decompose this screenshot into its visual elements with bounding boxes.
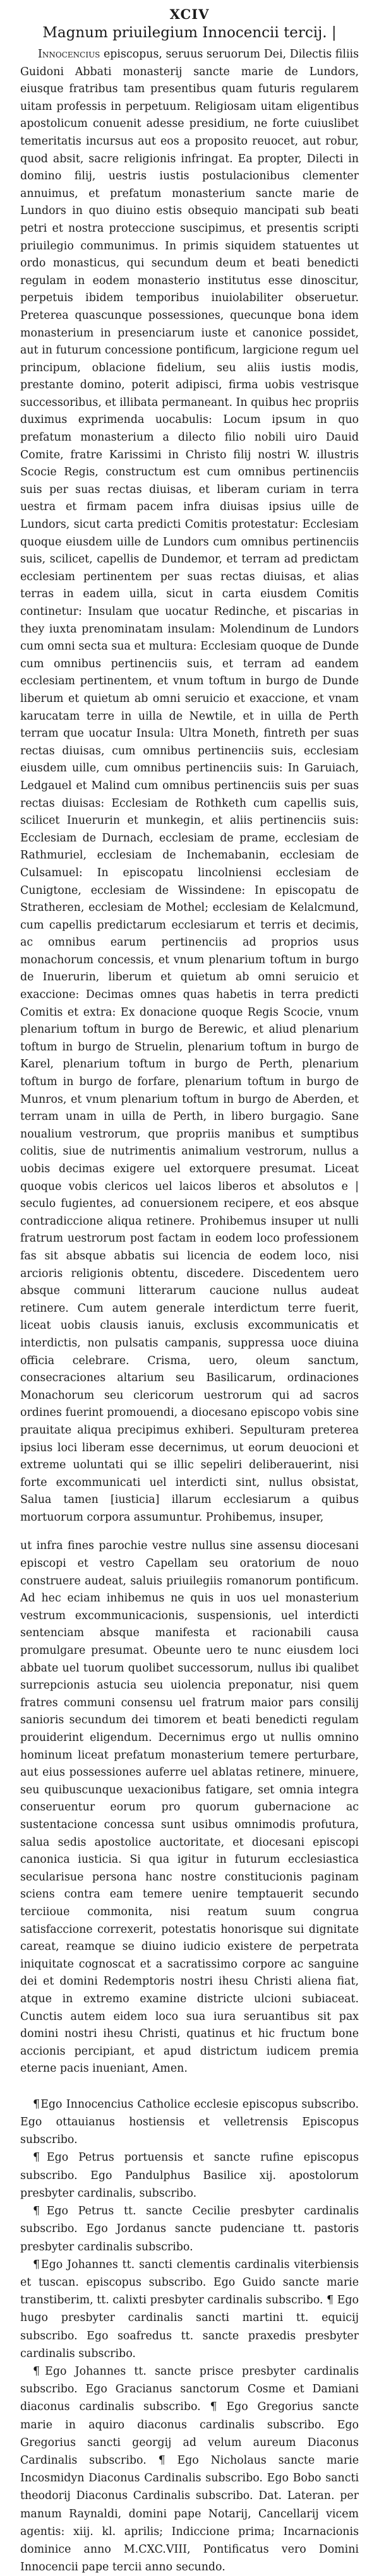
body-paragraph-2: ut infra fines parochie vestre nullus sine assensu diocesani episcopi et vestro Capellam seu oratorium de nouo construere audeat, saluis priuilegiis romanorum pontificum. Ad hec eciam inhibemus ne quis in uos uel monasterium vestrum excommunicacionis, suspensionis, uel interdicti sentenciam absque manifesta et racionabili causa promulgare presumat. Obeunte uero te nunc eiusdem loci abbate uel tuorum quolibet successorum, nullus ibi qualibet surrepcionis astucia seu uiolencia preponatur, nisi quem fratres communi consensu uel fratrum maior pars consilij sanioris secundum dei timorem et beati benedicti regulam prouiderint eligendum. Decernimus ergo ut nullis omnino hominum liceat prefatum monasterium temere perturbare, aut eius possessiones auferre uel ablatas retinere, minuere, seu quibuscunque uexacionibus fatigare, set omnia integra conseruentur eorum pro quorum gubernacione ac sustentacione concessa sunt usibus omnimodis profutura, salua sedis apostolice auctoritate, et diocesani episcopi canonica iusticia. Si qua igitur in futurum ecclesiastica secularisue persona hanc nostre constitucionis paginam sciens contra eam temere uenire temptauerit secundo terciioue commonita, nisi reatum suum congrua satisfaccione correxerit, potestatis honorisque sui dignitate careat, reamque se diuino iudicio existere de perpetrata iniquitate cognoscat et a sacratissimo corpore ac sanguine dei et domini Redemptoris nostri ihesu Christi aliena fiat, atque in extremo examine districte ulcioni subiaceat. Cunctis autem eidem loco sua iura seruantibus sit pax domini nostri ihesu Christi, quatinus et hic fructum bone accionis percipiant, et apud districtum iudicem premia eterne pacis inueniant, Amen. [20, 1540, 359, 2075]
subscription-text: Ego Johannes tt. sancte prisce presbyter cardinalis subscribo. Ego Gracianus sanctorum Cosme et Damiani diaconus cardinalis subscribo. ¶ Ego Gregorius sancte marie in aquiro diaconus cardinalis subscribo. Ego Gregorius sancti georgij ad velum aureum Diaconus Cardinalis subscribo. ¶ Ego Nicholaus sancte marie Incosmidyn Diaconus Cardinalis subscribo. Ego Bobo sancti theodorij Diaconus Cardinalis subscribo. Dat. Lateran. per manum Raynaldi, domini pape Notarij, Cancellarij vicem agentis: xiij. kl. aprilis; Indiccione prima; Incarnacionis dominice anno M.CXC.VIII, Pontificatus vero Domini Innocencii pape tercii anno secundo. [20, 2365, 359, 2574]
opening-word: Innocencius [38, 48, 100, 61]
subscription-entry [20, 2149, 359, 2202]
subscription-text: Ego Johannes tt. sancti clementis cardinalis viterbiensis et tuscan. episcopus subscribo. Ego Guido sancte marie transtiberim, tt. calixti presbyter cardinalis subscribo. ¶ Ego hugo presbyter cardinalis sancti martini tt. equicij subscribo. Ego soafredus tt. sancte praxedis presbyter cardinalis subscribo. [20, 2258, 359, 2360]
charter-body [20, 46, 359, 2078]
paragraph-mark-icon: ¶ [33, 2365, 40, 2378]
paragraph-mark-icon: ¶ [33, 2151, 40, 2164]
subscription-entry [20, 2096, 359, 2149]
subscriptions [20, 2096, 359, 2576]
subscription-entry [20, 2363, 359, 2576]
subscription-entry [20, 2202, 359, 2256]
subscription-text: Ego Innocencius Catholice ecclesie episcopus subscribo. Ego ottauianus hostiensis et velletrensis Episcopus subscribo. [20, 2098, 359, 2147]
body-paragraph-1-text: episcopus, seruus seruorum Dei, Dilectis filiis Guidoni Abbati monasterij sancte marie de Lundors, eiusque fratribus tam presentibus quam futuris regularem uitam professis in perpetuum. Religiosam uitam eligentibus apostolicum conuenit adesse presidium, ne forte cuiuslibet temeritatis incursus aut eos a proposito reuocet, aut robur, quod absit, sacre religionis infringat. Ea propter, Dilecti in domino filij, uestris iustis postulacionibus clementer annuimus, et prefatum monasterium sancte marie de Lundors in quo diuino estis obsequio mancipati sub beati petri et nostra proteccione suscipimus, et presentis scripti priuilegio communimus. In primis siquidem statuentes ut ordo monasticus, qui secundum deum et beati benedicti regulam in eodem monasterio institutus esse dinoscitur, perpetuis ibidem temporibus inuiolabiliter obseruetur. Preterea quascunque possessiones, quecunque bona idem monasterium in presenciarum iuste et canonice possidet, aut in futurum concessione pontificum, largicione regum uel principum, oblacione fidelium, seu aliis iustis modis, prestante domino, poterit adipisci, firma uobis vestrisque successoribus, et illibata permaneant. In quibus hec propriis duximus exprimenda uocabulis: Locum ipsum in quo prefatum monasterium a dilecto filio nobili uiro Dauid Comite, fratre Karissimi in Christo filij nostri W. illustris Scocie Regis, constructum est cum omnibus pertinenciis suis per suas rectas diuisas, et liberam curiam in terra uestra et firmam pacem infra diuisas ipsius uille de Lundors, sicut carta predicti Comitis protestatur: Ecclesiam quoque eiusdem uille de Lundors cum omnibus pertinenciis suis, scilicet, capellis de Dundemor, et terram ad predictam ecclesiam pertinentem per suas rectas diuisas, et alias terras in eadem uilla, sicut in carta eiusdem Comitis continetur: Insulam que uocatur Redinche, et piscarias in they iuxta prenominatam insulam: Molendinum de Lundors cum omni secta sua et multura: Ecclesiam quoque de Dunde cum omnibus pertinenciis suis, et terram ad eandem ecclesiam pertinentem, et vnum toftum in burgo de Dunde liberum et quietum ab omni seruicio et exaccione, et vnam karucatam terre in uilla de Newtile, et in uilla de Perth terram que uocatur Insula: Ultra Moneth, fintreth per suas rectas diuisas, cum omnibus pertinenciis suis, ecclesiam eiusdem uille, cum omnibus pertinenciis suis: In Garuiach, Ledgauel et Malind cum omnibus pertinenciis suis per suas rectas diuisas: Ecclesiam de Rothketh cum capellis suis, scilicet Inuerurin et munkegin, et aliis pertinenciis suis: Ecclesiam de Durnach, ecclesiam de prame, ecclesiam de Rathmuriel, ecclesiam de Inchemabanin, ecclesiam de Culsamuel: In episcopatu lincolniensi ecclesiam de Cunigtone, ecclesiam de Wissindene: In episcopatu de Stratheren, ecclesiam de Mothel; ecclesiam de Kelalcmund, cum capellis predictarum ecclesiarum et terris et decimis, ac omnibus earum pertinenciis ad proprios usus monachorum concessis, et vnum plenarium toftum in burgo de Inuerurin, liberum et quietum ab omni seruicio et exaccione: Decimas omnes quas habetis in terra predicti Comitis et extra: Ex donacione quoque Regis Scocie, vnum plenarium toftum in burgo de Berewic, et aliud plenarium toftum in burgo de Struelin, plenarium toftum in burgo de Karel, plenarium toftum in burgo de Perth, plenarium toftum in burgo de forfare, plenarium toftum in burgo de Munros, et vnum plenarium toftum in burgo de Aberden, et terram unam in uilla de Perth, in libero burgagio. Sane noualium vestrorum, que propriis manibus et sumptibus colitis, siue de nutrimentis animalium vestrorum, nullus a uobis decimas exigere uel extorquere presumat. Liceat quoque vobis clericos uel laicos liberos et absolutos e | seculo fugientes, ad conuersionem recipere, et eos absque contradiccione aliqua retinere. Prohibemus insuper ut nulli fratrum uestrorum post factam in eodem loco professionem fas sit absque abbatis sui licencia de eodem loco, nisi arcioris religionis obtentu, discedere. Discedentem uero absque communi litterarum caucione nullus audeat retinere. Cum autem generale interdictum terre fuerit, liceat uobis clausis ianuis, exclusis excommunicatis et interdictis, non pulsatis campanis, suppressa uoce diuina officia celebrare. Crisma, uero, oleum sanctum, consecraciones altarium seu Basilicarum, ordinaciones Monachorum seu clericorum uestrorum qui ad sacros ordines fuerint promouendi, a diocesano episcopo vobis sine prauitate aliqua precipimus exhiberi. Sepulturam preterea ipsius loci liberam esse decernimus, ut eorum deuocioni et extreme uoluntati qui se illic sepeliri deliberauerint, nisi forte excommunicati uel interdicti sint, nullus obsistat, Salua tamen [iusticia] illarum ecclesiarum a quibus mortuorum corpora assumuntur. Prohibemus, insuper, [20, 48, 359, 1524]
subscription-entry [20, 2256, 359, 2363]
subscription-text: Ego Petrus tt. sancte Cecilie presbyter cardinalis subscribo. Ego Jordanus sancte pudenciane tt. pastoris presbyter cardinalis subscribo. [20, 2205, 359, 2253]
charter-number: XCIV [169, 6, 210, 22]
paragraph-mark-icon: ¶ [33, 2205, 40, 2218]
paragraph-mark-icon: ¶ [33, 2258, 40, 2271]
subscription-text: Ego Petrus portuensis et sancte rufine episcopus subscribo. Ego Pandulphus Basilice xij. apostolorum presbyter cardinalis, subscribo. [20, 2151, 359, 2200]
paragraph-mark-icon: ¶ [33, 2098, 40, 2111]
charter-title: Magnum priuilegium Innocencii tercij. | [42, 25, 337, 41]
body-paragraph-1 [20, 46, 359, 1526]
